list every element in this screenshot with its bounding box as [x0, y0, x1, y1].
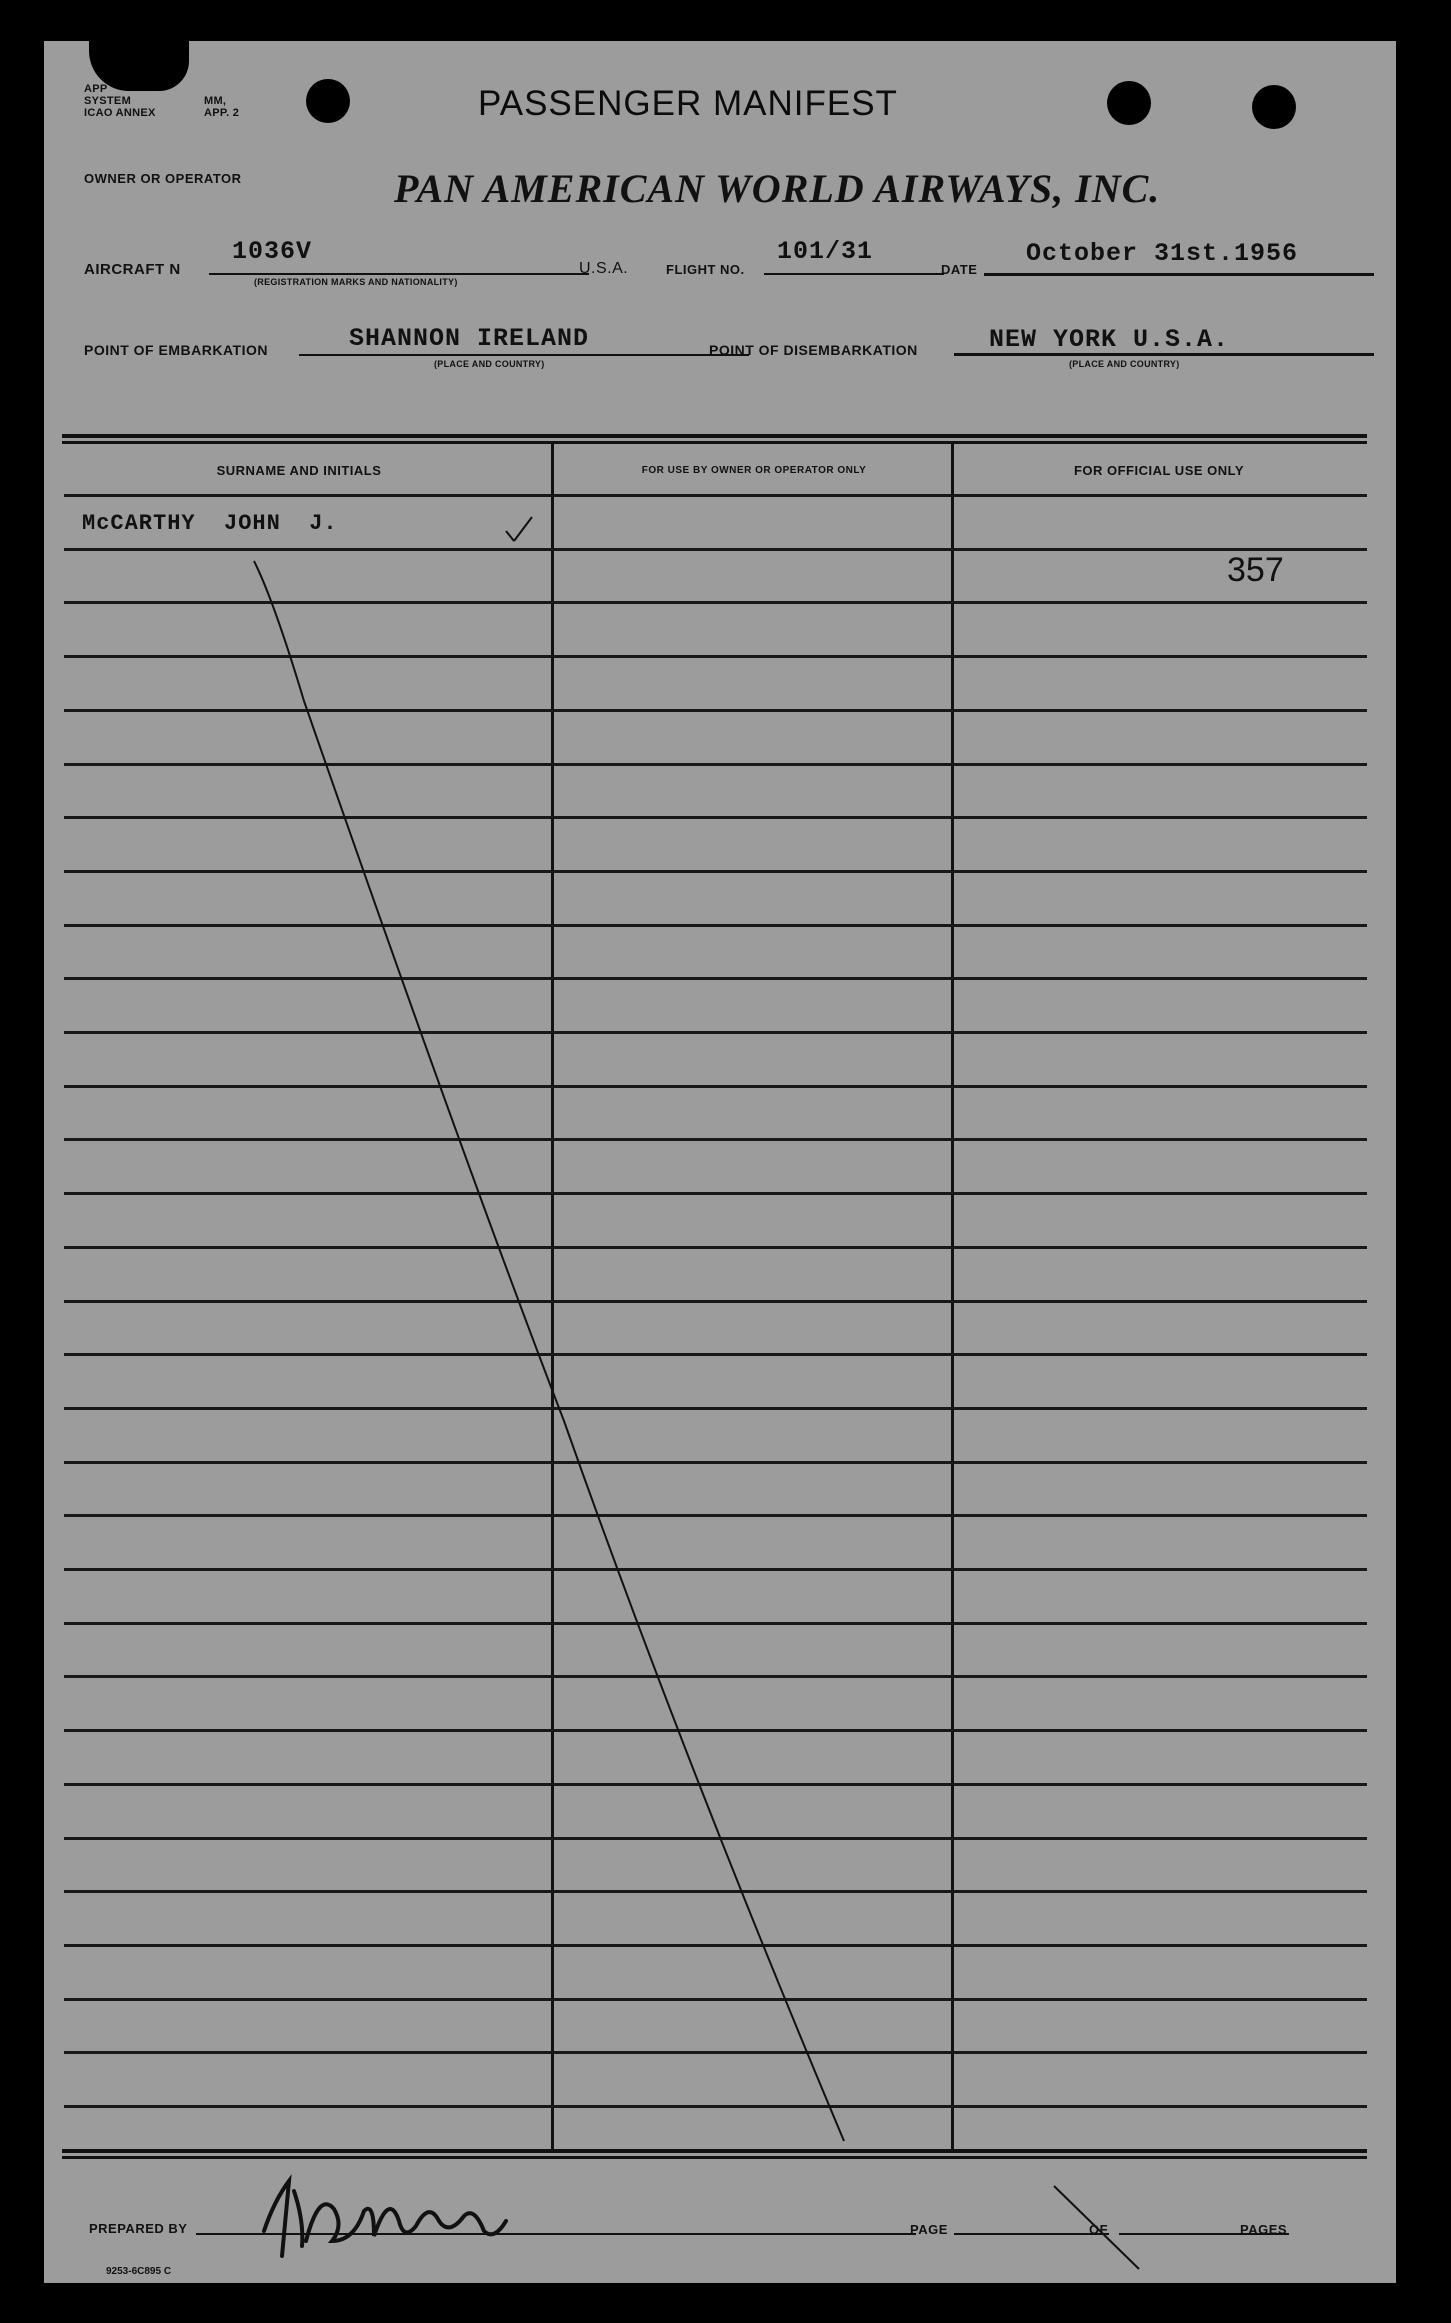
form-reference-fragment-1: MM, [204, 95, 227, 107]
date-label: DATE [941, 262, 978, 277]
passenger-name: McCARTHY JOHN J. [82, 511, 338, 536]
official-number: 357 [1227, 551, 1284, 589]
disembarkation-sublabel: (PLACE AND COUNTRY) [1069, 359, 1180, 369]
disembarkation-label: POINT OF DISEMBARKATION [709, 342, 918, 358]
page-underline [954, 2233, 1109, 2235]
usa-label: U.S.A. [579, 260, 629, 277]
aircraft-sublabel: (REGISTRATION MARKS AND NATIONALITY) [254, 277, 458, 287]
check-mark [514, 517, 532, 541]
embarkation-value: SHANNON IRELAND [349, 324, 590, 353]
prepared-by-underline [196, 2233, 916, 2235]
flight-label: FLIGHT NO. [666, 262, 745, 277]
page-label: PAGE [910, 2222, 948, 2237]
form-code: 9253-6C895 C [106, 2266, 172, 2277]
aircraft-label: AIRCRAFT N [84, 261, 181, 278]
column-header-surname: SURNAME AND INITIALS [216, 463, 382, 478]
form-reference-line-1: APP [84, 83, 108, 95]
column-header-operator: FOR USE BY OWNER OR OPERATOR ONLY [641, 465, 867, 476]
manifest-sheet [44, 41, 1396, 2283]
owner-value: PAN AMERICAN WORLD AIRWAYS, INC. [394, 166, 1161, 211]
embarkation-sublabel: (PLACE AND COUNTRY) [434, 359, 545, 369]
diagonal-strike-line [254, 561, 844, 2141]
signature [264, 2181, 506, 2256]
flight-value: 101/31 [777, 237, 874, 266]
form-reference-line-3: ICAO ANNEX [84, 107, 156, 119]
page-title: PASSENGER MANIFEST [478, 84, 898, 123]
column-header-official: FOR OFFICIAL USE ONLY [1073, 463, 1245, 478]
aircraft-value: 1036V [232, 237, 313, 266]
disembarkation-value: NEW YORK U.S.A. [989, 325, 1230, 354]
of-label: OF [1089, 2222, 1109, 2237]
form-reference-line-2: SYSTEM [84, 95, 132, 107]
form-reference-fragment-2: APP. 2 [204, 107, 240, 119]
owner-label: OWNER OR OPERATOR [84, 171, 242, 186]
pages-label: PAGES [1240, 2222, 1288, 2237]
date-value: October 31st.1956 [1026, 239, 1299, 268]
prepared-by-label: PREPARED BY [89, 2221, 188, 2236]
pen-marks [44, 41, 1396, 2283]
embarkation-label: POINT OF EMBARKATION [84, 342, 268, 358]
check-mark-tail [506, 531, 514, 541]
